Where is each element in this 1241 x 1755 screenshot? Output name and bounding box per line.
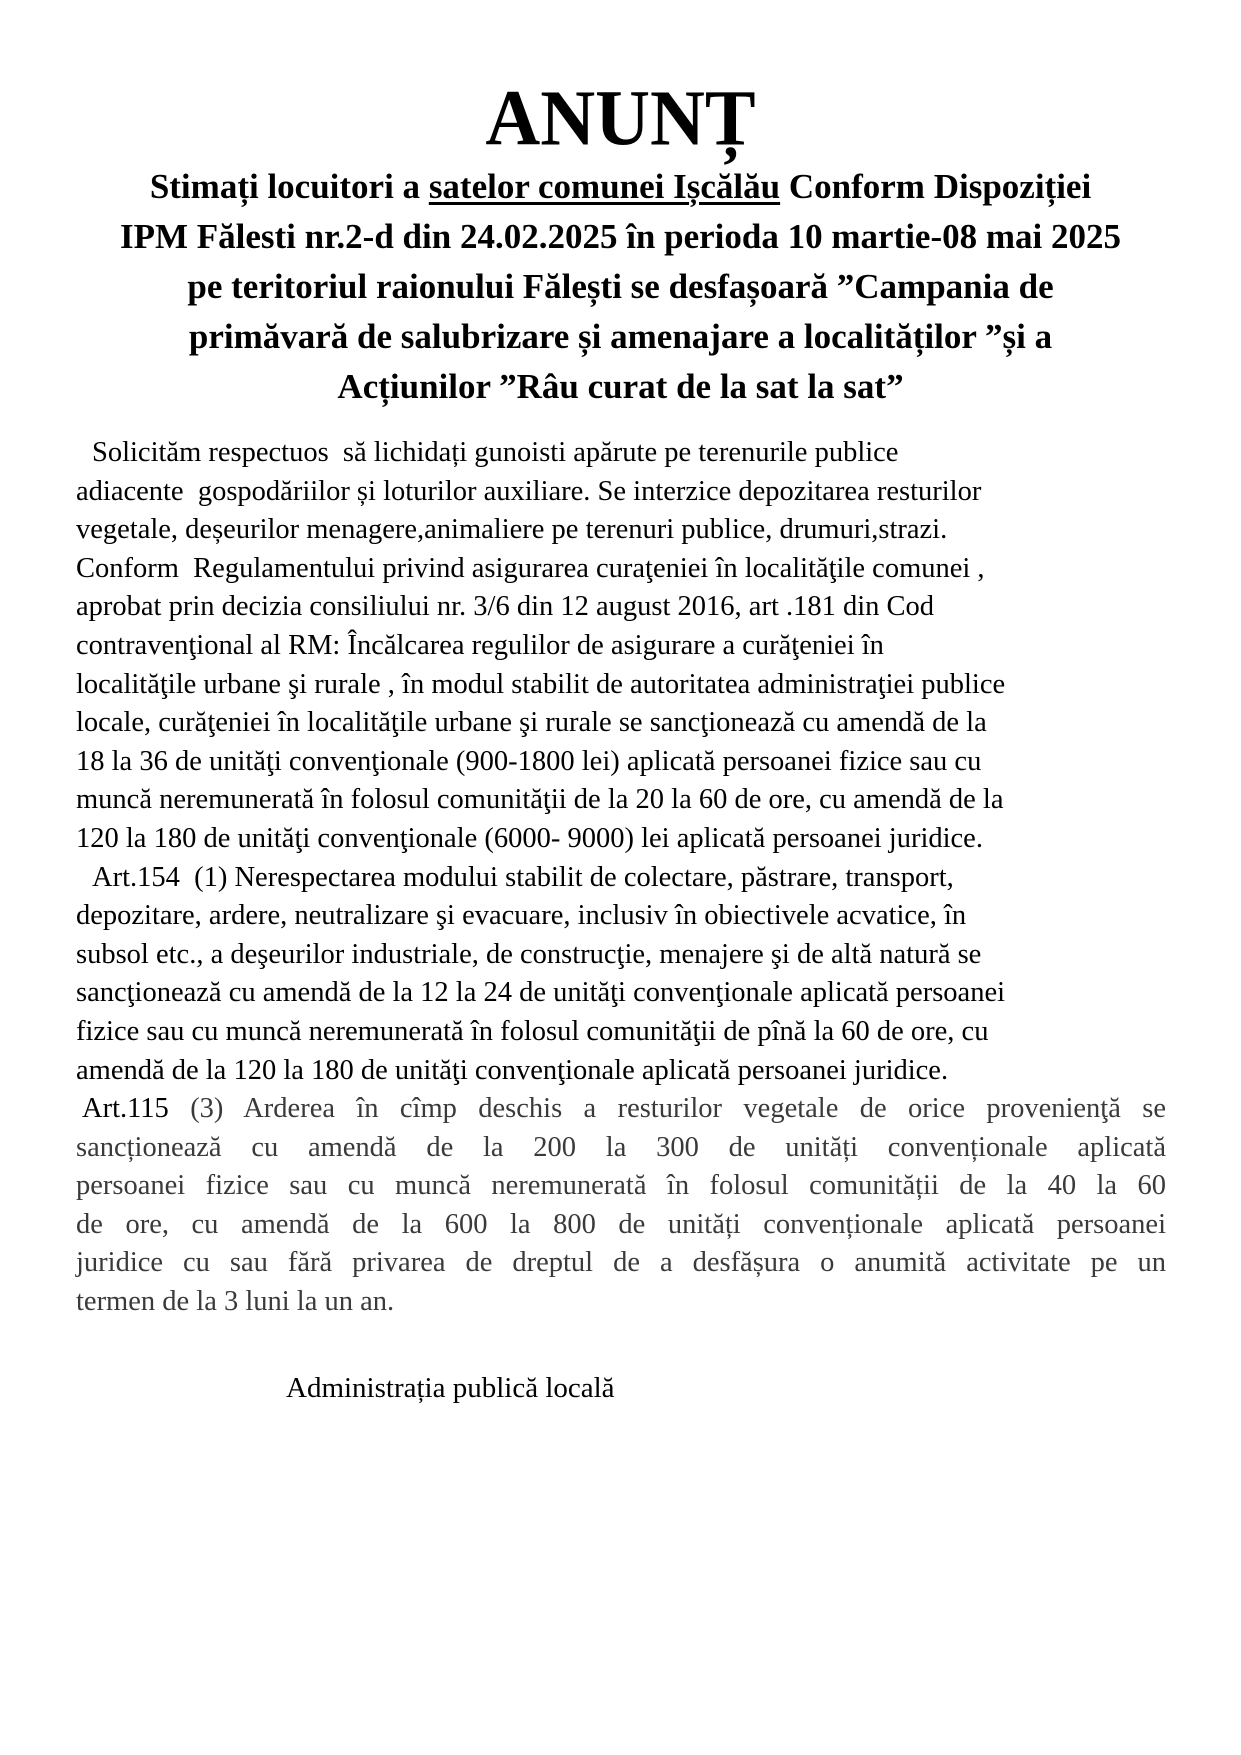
heading-line-2: IPM Fălesti nr.2-d din 24.02.2025 în perioda 10 martie-08 mai 2025 [119, 217, 1122, 256]
heading-underlined-villages: satelor comunei Ișcălău [428, 167, 781, 206]
art115-line: persoanei fizice sau cu muncă neremunerată în folosul comunității de la 40 la 60 [76, 1170, 1166, 1202]
signature: Administrația publică locală [286, 1372, 615, 1404]
art115-paragraph [76, 1090, 1166, 1322]
art115-line-text: (3) Arderea în cîmp deschis a resturilor vegetale de orice provenienţă se [168, 1093, 1166, 1124]
art115-line: termen de la 3 luni la un an. [76, 1285, 395, 1317]
body-line: localităţile urbane şi rurale , în modul stabilit de autoritatea administraţiei publice [76, 668, 1006, 700]
heading-line-3: pe teritoriul raionului Fălești se desfașoară ”Campania de [187, 267, 1054, 306]
art115-line: de ore, cu amendă de la 600 la 800 de unități convenționale aplicată persoanei [76, 1208, 1166, 1240]
announcement-heading [60, 162, 1181, 412]
body-line: locale, curăţeniei în localităţile urbane şi rurale se sancţionează cu amendă de la [76, 707, 987, 739]
body-line: Solicităm respectuos să lichidați gunoisti apărute pe terenurile publice [92, 437, 899, 468]
body-line: depozitare, ardere, neutralizare şi evacuare, inclusiv în obiectivele acvatice, în [76, 900, 967, 932]
art115-line: sancționează cu amendă de la 200 la 300 de unități convenționale aplicată [76, 1131, 1166, 1163]
announcement-title: ANUNȚ [485, 73, 756, 163]
art154-line: Art.154 (1) Nerespectarea modului stabilit de colectare, păstrare, transport, [92, 861, 954, 893]
art115-lead: Art.115 [82, 1093, 169, 1124]
body-line: muncă neremunerată în folosul comunităţii de la 20 la 60 de ore, cu amendă de la [76, 784, 1004, 816]
body-line: adiacente gospodăriilor și loturilor auxiliare. Se interzice depozitarea resturilor [76, 475, 982, 507]
body-line: amendă de la 120 la 180 de unităţi convenţionale aplicată persoanei juridice. [76, 1054, 949, 1086]
body-line: fizice sau cu muncă neremunerată în folosul comunităţii de pînă la 60 de ore, cu [76, 1015, 989, 1047]
body-line: 18 la 36 de unităţi convenţionale (900-1800 lei) aplicată persoanei fizice sau cu [76, 745, 982, 777]
art115-line: juridice cu sau fără privarea de dreptul de a desfășura o anumită activitate pe un [76, 1247, 1166, 1279]
body-line: Conform Regulamentului privind asigurarea curaţeniei în localităţile comunei , [76, 552, 985, 584]
heading-line-1 [60, 162, 1181, 212]
body-line: aprobat prin decizia consiliului nr. 3/6 din 12 august 2016, art .181 din Cod [76, 591, 935, 623]
body-line: 120 la 180 de unităţi convenţionale (6000- 9000) lei aplicată persoanei juridice. [76, 822, 983, 854]
body-line: subsol etc., a deşeurilor industriale, de construcţie, menajere şi de altă natură se [76, 938, 982, 970]
heading-line-5: Acțiunilor ”Râu curat de la sat la sat” [337, 367, 904, 406]
body-line: contravenţional al RM: Încălcarea regulilor de asigurare a curăţeniei în [76, 629, 884, 661]
announcement-body [76, 434, 1166, 1090]
heading-line-1-post: Conform Dispoziției [780, 167, 1092, 206]
body-line: sancţionează cu amendă de la 12 la 24 de unităţi convenţionale aplicată persoanei [76, 977, 1006, 1009]
art115-line [76, 1090, 1166, 1129]
body-line: vegetale, deșeurilor menagere,animaliere pe terenuri publice, drumuri,strazi. [76, 514, 948, 546]
heading-line-1-pre: Stimați locuitori a [149, 167, 429, 206]
heading-line-4: primăvară de salubrizare și amenajare a localităților ”și a [188, 317, 1053, 356]
